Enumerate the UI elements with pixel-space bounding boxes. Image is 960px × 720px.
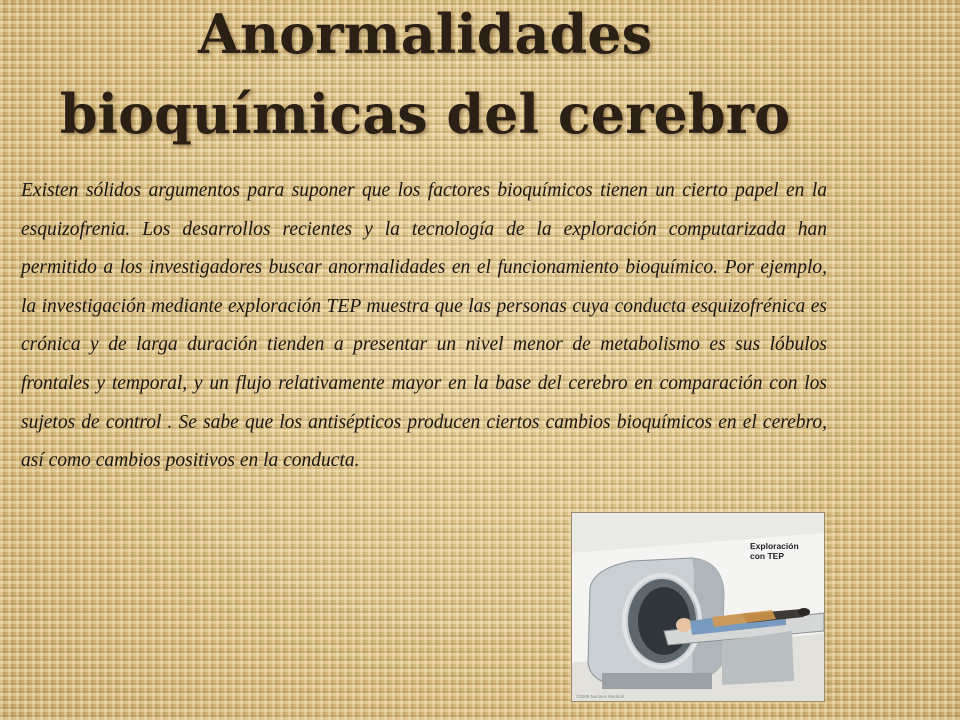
- image-caption-line-1: Exploración: [750, 541, 799, 551]
- image-credit: ©2009 Nucleus Medical: [576, 694, 624, 699]
- title-line-2: bioquímicas del cerebro: [59, 82, 791, 146]
- pet-scan-image: [571, 512, 825, 702]
- image-caption: [750, 541, 799, 561]
- body-paragraph: Existen sólidos argumentos para suponer que los factores bioquímicos tienen un cierto papel en la esquizofrenia. Los desarrollos recientes y la tecnología de la exploración computarizada han permitido a los investigadores buscar anormalidades en el funcionamiento bioquímico. Por ejemplo, la investigación mediante exploración TEP muestra que las personas cuya conducta esquizofrénica es crónica y de larga duración tienden a presentar un nivel menor de metabolismo es sus lóbulos frontales y temporal, y un flujo relativamente mayor en la base del cerebro en comparación con los sujetos de control . Se sabe que los antisépticos producen ciertos cambios bioquímicos en el cerebro, así como cambios positivos en la conducta.: [21, 180, 827, 472]
- image-caption-line-2: con TEP: [750, 551, 785, 561]
- slide-title: [0, 0, 850, 154]
- title-line-1: Anormalidades: [197, 2, 653, 66]
